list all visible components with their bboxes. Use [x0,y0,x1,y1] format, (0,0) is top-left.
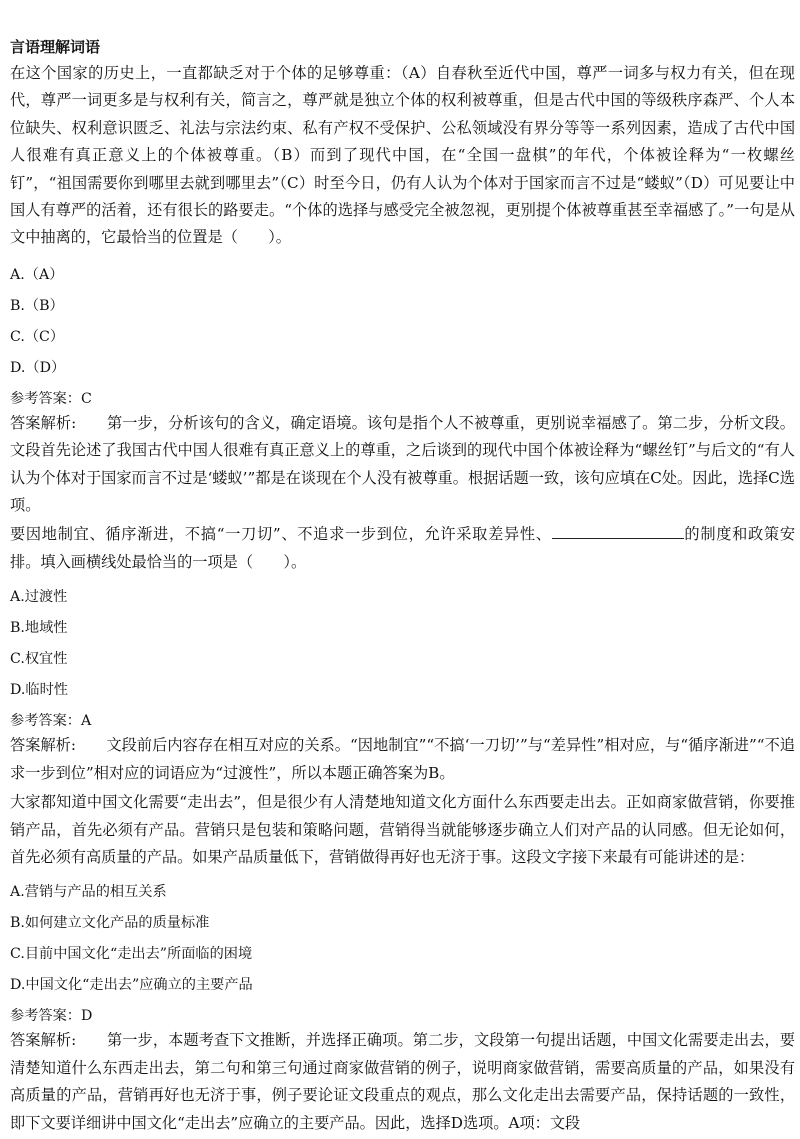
option-a: A.过渡性 [10,589,68,606]
option-c: C.目前中国文化“走出去”所面临的困境 [10,946,253,963]
question-stem: 大家都知道中国文化需要“走出去”，但是很少有人清楚地知道文化方面什么东西要走出去。正如商家做营销，你要推销产品，首先必须有产品。营销只是包装和策略问题，营销得当就能够逐步确立人们对产品的认同感。但无论如何，首先必须有高质量的产品。如果产品质量低下，营销做得再好也无济于事。这段文字接下来最有可能讲述的是： [10,793,795,866]
answer-explanation: 答案解析: 第一步，本题考查下文推断，并选择正确项。第二步，文段第一句提出话题，中国文化需要走出去，要清楚知道什么东西走出去，第二句和第三句通过商家做营销的例子，说明商家做营销，需要高质量的产品，如果没有高质量的产品，营销再好也无济于事，例子要论证文段重点的观点，那么文化走出去需要产品，保持话题的一致性，即下文要详细讲中国文化“走出去”应确立的主要产品。因此，选择D选项。A项：文段 [10,1031,795,1132]
reference-answer: 参考答案：C [10,390,92,407]
stem-after-blank: 的制度和政策安排。填入画横线处最恰当的一项是（ ）。 [10,525,796,571]
option-d: D.临时性 [10,682,68,699]
question-stem: 在这个国家的历史上，一直都缺乏对于个体的足够尊重：（A）自春秋至近代中国，尊严一词多与权力有关，但在现代，尊严一词更多是与权利有关，简言之，尊严就是独立个体的权利被尊重，但是古代中国的等级秩序森严、个人本位缺失、权利意识匮乏、礼法与宗法约束、私有产权不受保护、公私领域没有界分等等一系列因素，造成了古代中国人很难有真正意义上的个体被尊重。（B）而到了现代中国，在“全国一盘棋”的年代，个体被诠释为“一枚螺丝钉”，“祖国需要你到哪里去就到哪里去”（C）时至今日，仍有人认为个体对于国家而言不过是“蝼蚁”（D）可见要让中国人有尊严的活着，还有很长的路要走。“个体的选择与感受完全被忽视，更别提个体被尊重甚至幸福感了。”一句是从文中抽离的，它最恰当的位置是（ ）。 [10,64,795,247]
option-a: A.营销与产品的相互关系 [10,884,167,901]
document-page [10,36,795,1139]
option-b: B.地域性 [10,620,68,637]
question-2 [10,521,795,787]
fill-blank [552,524,684,539]
answer-explanation: 答案解析: 第一步，分析该句的含义，确定语境。该句是指个人不被尊重，更别说幸福感了。第二步，分析文段。文段首先论述了我国古代中国人很难有真正意义上的尊重，之后谈到的现代中国个体被诠释为“螺丝钉”与后文的“有人认为个体对于国家而言不过是‘蝼蚁’”都是在谈现在个人没有被尊重。根据话题一致，该句应填在C处。因此，选择C选项。 [10,413,795,515]
answer-explanation: 答案解析: 文段前后内容存在相互对应的关系。“因地制宜”“不搞‘一刀切’”与“差异性”相对应，与“循序渐进”“不追求一步到位”相对应的词语应为“过渡性”，所以本题正确答案为B。 [10,736,795,782]
question-1 [10,60,795,519]
option-b: B.如何建立文化产品的质量标准 [10,915,210,932]
option-d: D.中国文化“走出去”应确立的主要产品 [10,977,253,994]
option-c: C.权宜性 [10,651,68,668]
option-d: D.（D） [10,359,66,376]
question-stem [10,521,795,576]
option-b: B.（B） [10,297,64,314]
question-3 [10,789,795,1137]
option-a: A.（A） [10,266,64,283]
reference-answer: 参考答案：A [10,713,92,730]
section-title: 言语理解词语 [10,38,101,56]
reference-answer: 参考答案：D [10,1008,93,1025]
stem-before-blank: 要因地制宜、循序渐进，不搞“一刀切”、不追求一步到位，允许采取差异性、 [10,525,552,544]
option-c: C.（C） [10,328,65,345]
